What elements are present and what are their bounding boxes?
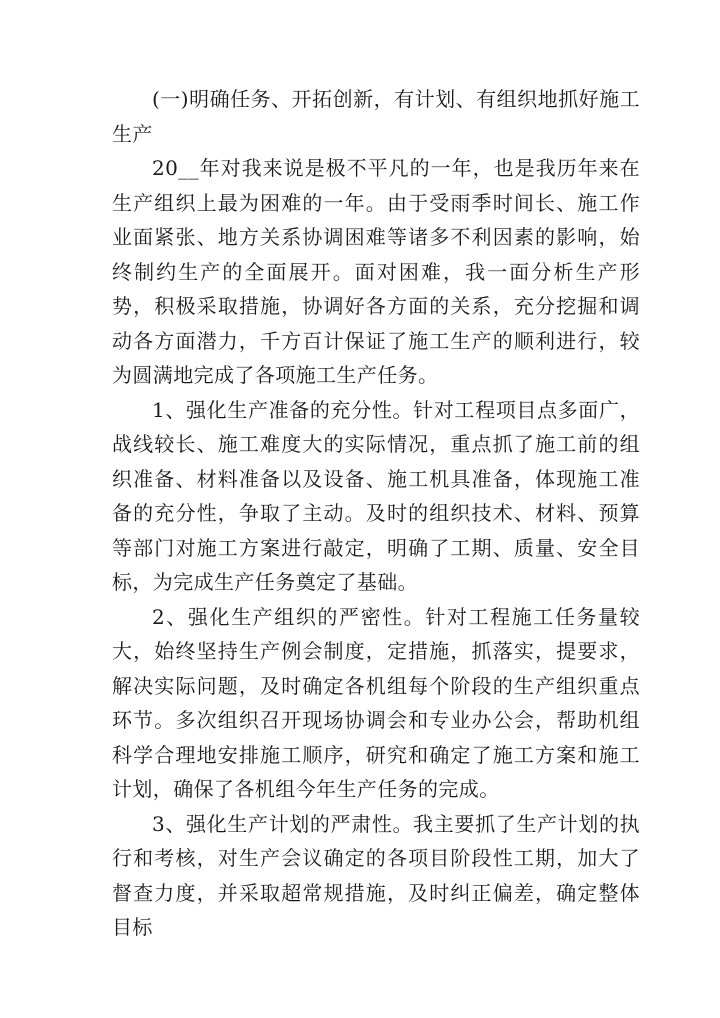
paragraph-intro: 20__年对我来说是极不平凡的一年，也是我历年来在生产组织上最为困难的一年。由于受雨季时间长、施工作业面紧张、地方关系协调困难等诸多不利因素的影响，始终制约生产的全面展开。面对困难，我一面分析生产形势，积极采取措施，协调好各方面的关系，充分挖掘和调动各方面潜力，千方百计保证了施工生产的顺利进行，较为圆满地完成了各项施工生产任务。 xyxy=(112,156,640,387)
paragraph-item-1: 1、强化生产准备的充分性。针对工程项目点多面广，战线较长、施工难度大的实际情况，重点抓了施工前的组织准备、材料准备以及设备、施工机具准备，体现施工准备的充分性，争取了主动。及时的组织技术、材料、预算等部门对施工方案进行敲定，明确了工期、质量、安全目标，为完成生产任务奠定了基础。 xyxy=(112,397,640,594)
section-heading: (一)明确任务、开拓创新，有计划、有组织地抓好施工生产 xyxy=(112,87,640,146)
paragraph-item-3: 3、强化生产计划的严肃性。我主要抓了生产计划的执行和考核，对生产会议确定的各项目阶段性工期，加大了督查力度，并采取超常规措施，及时纠正偏差，确定整体目标 xyxy=(112,811,640,939)
paragraph-item-2: 2、强化生产组织的严密性。针对工程施工任务量较大，始终坚持生产例会制度，定措施，抓落实，提要求，解决实际问题，及时确定各机组每个阶段的生产组织重点环节。多次组织召开现场协调会和专业办公会，帮助机组科学合理地安排施工顺序，研究和确定了施工方案和施工计划，确保了各机组今年生产任务的完成。 xyxy=(112,604,640,801)
document-body xyxy=(112,82,640,945)
